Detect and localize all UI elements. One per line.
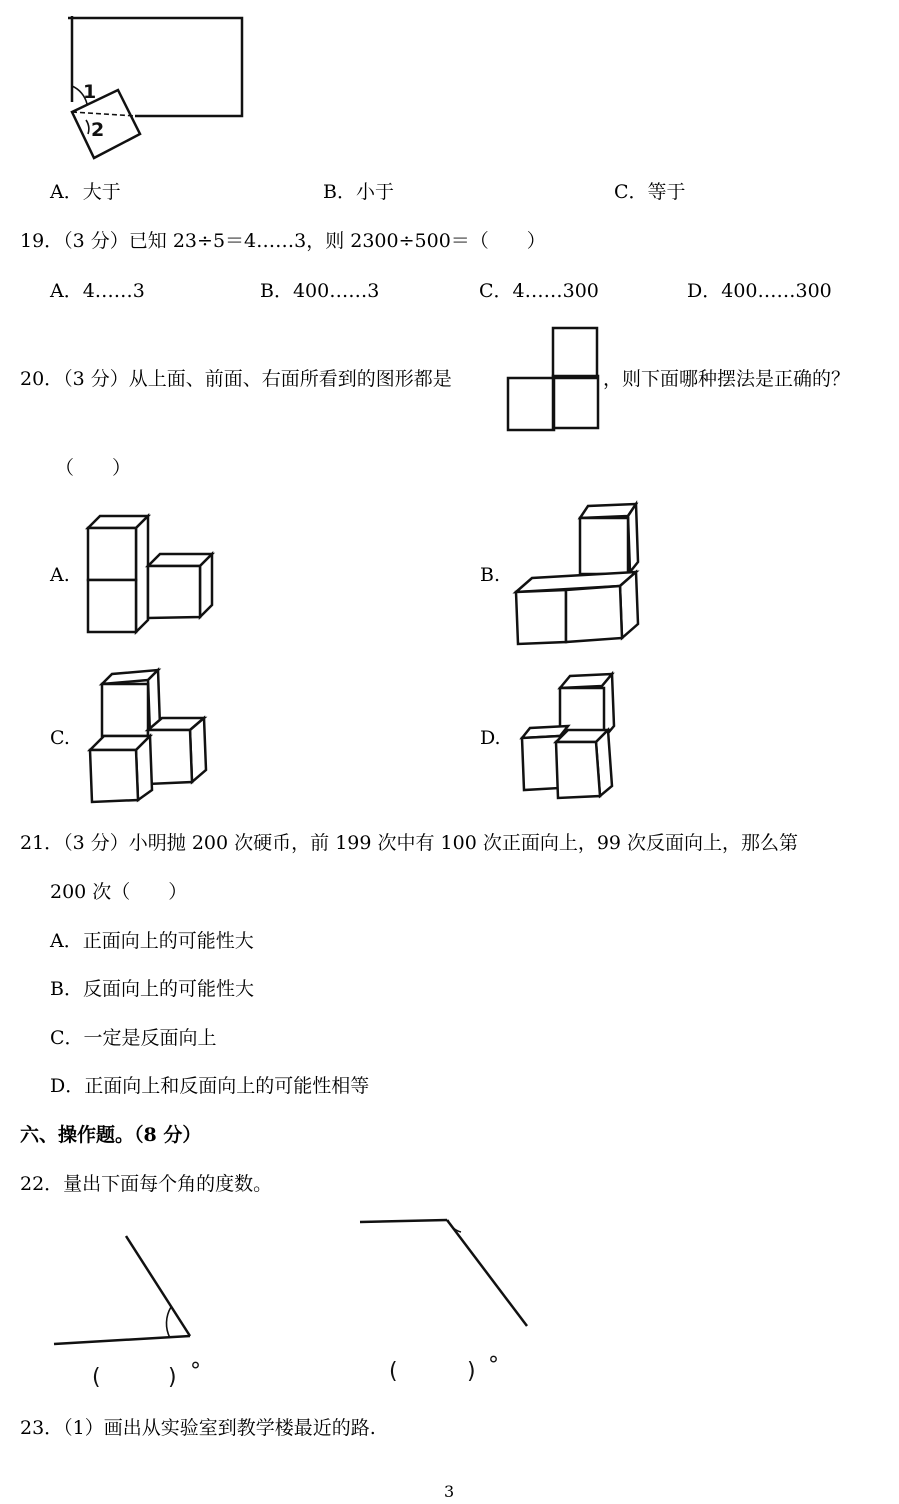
q20-answer-blank: （ ） xyxy=(55,457,132,479)
q19-option-d: D．400……300 xyxy=(687,280,832,302)
q22-angle-2-paren-open: ( xyxy=(389,1359,398,1384)
q21-stem-line2: 200 次（ ） xyxy=(50,881,188,903)
q22-angle-1-paren-open: ( xyxy=(92,1365,101,1390)
q20-option-d-cubes xyxy=(516,668,636,808)
q18-option-a: A．大于 xyxy=(50,181,121,203)
section-6-title: 六、操作题。（8 分） xyxy=(20,1124,202,1146)
q21-stem-line1: 21．（3 分）小明抛 200 次硬币，前 199 次中有 100 次正面向上，99 次反面向上，那么第 xyxy=(20,832,799,854)
q20-option-d-label: D. xyxy=(480,727,501,749)
q19-option-a: A．4……3 xyxy=(50,280,145,302)
q20-stem-after: ，则下面哪种摆法是正确的？ xyxy=(603,368,851,390)
q22-angle-1-figure xyxy=(50,1228,250,1408)
q22-angle-2-degree-sign: ° xyxy=(488,1353,499,1378)
q19-option-c: C．4……300 xyxy=(479,280,599,302)
q18-folded-rectangle-figure xyxy=(50,0,310,170)
q20-view-shape-figure xyxy=(505,326,605,436)
q22-angle-1-paren-close: ) xyxy=(168,1365,177,1390)
q20-option-b-cubes xyxy=(514,500,654,650)
q21-option-d: D．正面向上和反面向上的可能性相等 xyxy=(50,1075,370,1097)
page-number: 3 xyxy=(444,1482,455,1501)
q20-stem-before: 20．（3 分）从上面、前面、右面所看到的图形都是 xyxy=(20,368,452,390)
q21-option-a: A．正面向上的可能性大 xyxy=(50,930,254,952)
q18-option-c: C．等于 xyxy=(614,181,686,203)
q20-option-a-label: A. xyxy=(50,564,70,586)
q21-option-c: C．一定是反面向上 xyxy=(50,1027,217,1049)
q20-option-c-cubes xyxy=(88,668,218,808)
q20-option-b-label: B. xyxy=(480,564,501,586)
q22-angle-2-paren-close: ) xyxy=(467,1359,476,1384)
q20-option-a-cubes xyxy=(84,510,224,645)
q18-option-b: B．小于 xyxy=(323,181,394,203)
q18-angle-label-2: 2 xyxy=(91,119,105,141)
q19-stem: 19．（3 分）已知 23÷5＝4……3，则 2300÷500＝（ ） xyxy=(20,230,546,252)
q18-angle-label-1: 1 xyxy=(83,81,97,103)
q22-angle-1-degree-sign: ° xyxy=(190,1359,201,1384)
q19-option-b: B．400……3 xyxy=(260,280,380,302)
q20-option-c-label: C. xyxy=(50,727,70,749)
q22-stem: 22．量出下面每个角的度数。 xyxy=(20,1173,273,1195)
q23-stem: 23．（1）画出从实验室到教学楼最近的路. xyxy=(20,1417,376,1439)
q22-angle-2-figure xyxy=(355,1210,555,1390)
q21-option-b: B．反面向上的可能性大 xyxy=(50,978,254,1000)
